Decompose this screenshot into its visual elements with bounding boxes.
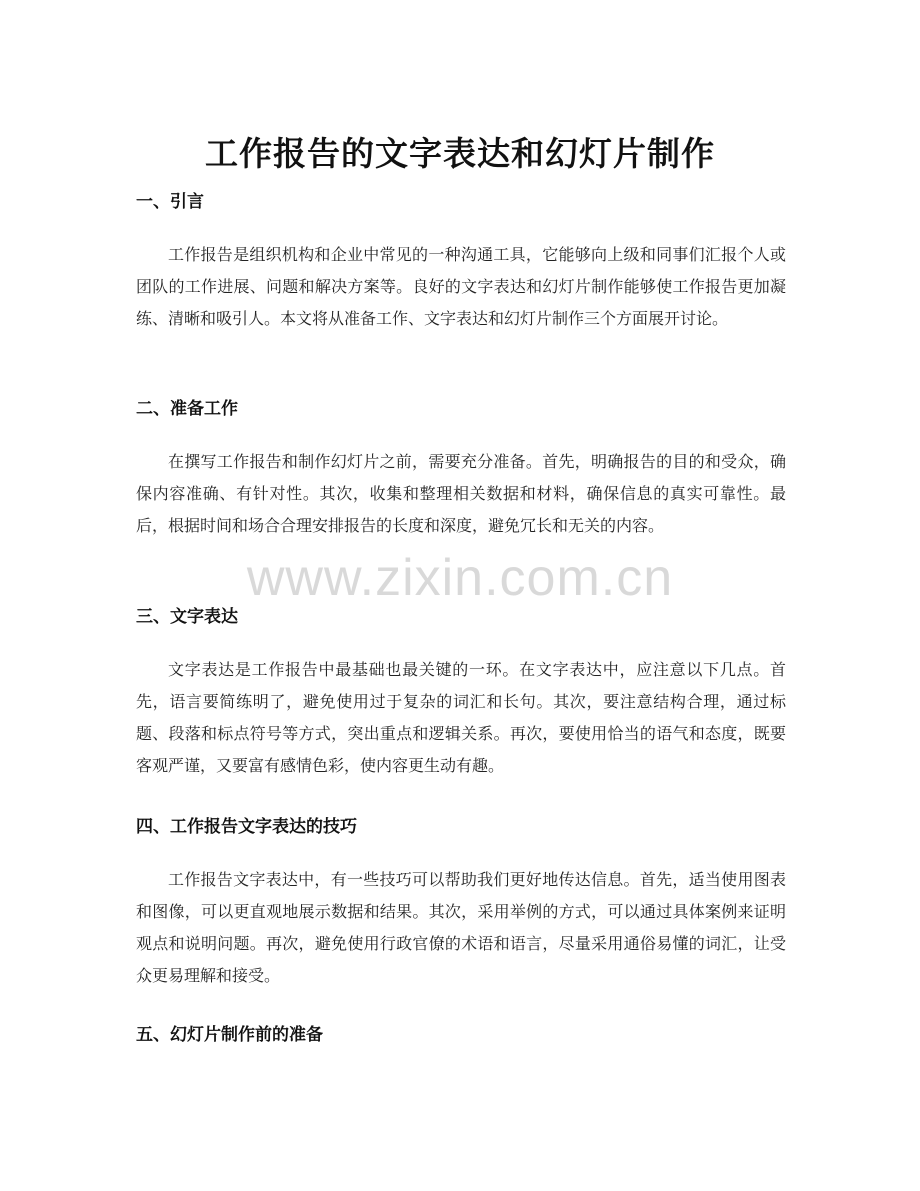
section-slide-preparation [136,1022,786,1048]
section-text-expression [136,604,786,782]
section-heading: 二、准备工作 [136,399,238,419]
section-heading: 一、引言 [136,192,204,212]
section-heading: 五、幻灯片制作前的准备 [136,1025,323,1045]
section-paragraph: 工作报告文字表达中，有一些技巧可以帮助我们更好地传达信息。首先，适当使用图表和图像，可以更直观地展示数据和结果。其次，采用举例的方式，可以通过具体案例来证明观点和说明问题。再次，避免使用行政官僚的术语和语言，尽量采用通俗易懂的词汇，让受众更易理解和接受。 [136,870,786,985]
section-preparation [136,396,786,542]
document-title: 工作报告的文字表达和幻灯片制作 [205,134,715,174]
watermark: www.zixin.com.cn [246,549,674,607]
section-introduction [136,189,786,335]
section-paragraph: 文字表达是工作报告中最基础也最关键的一环。在文字表达中，应注意以下几点。首先，语言要简练明了，避免使用过于复杂的词汇和长句。其次，要注意结构合理，通过标题、段落和标点符号等方式，突出重点和逻辑关系。再次，要使用恰当的语气和态度，既要客观严谨，又要富有感情色彩，使内容更生动有趣。 [136,660,786,775]
section-paragraph: 在撰写工作报告和制作幻灯片之前，需要充分准备。首先，明确报告的目的和受众，确保内容准确、有针对性。其次，收集和整理相关数据和材料，确保信息的真实可靠性。最后，根据时间和场合合理安排报告的长度和深度，避免冗长和无关的内容。 [136,452,786,535]
section-paragraph: 工作报告是组织机构和企业中常见的一种沟通工具，它能够向上级和同事们汇报个人或团队的工作进展、问题和解决方案等。良好的文字表达和幻灯片制作能够使工作报告更加凝练、清晰和吸引人。本文将从准备工作、文字表达和幻灯片制作三个方面展开讨论。 [136,245,786,328]
section-heading: 三、文字表达 [136,607,238,627]
section-expression-techniques [136,814,786,992]
section-heading: 四、工作报告文字表达的技巧 [136,817,357,837]
